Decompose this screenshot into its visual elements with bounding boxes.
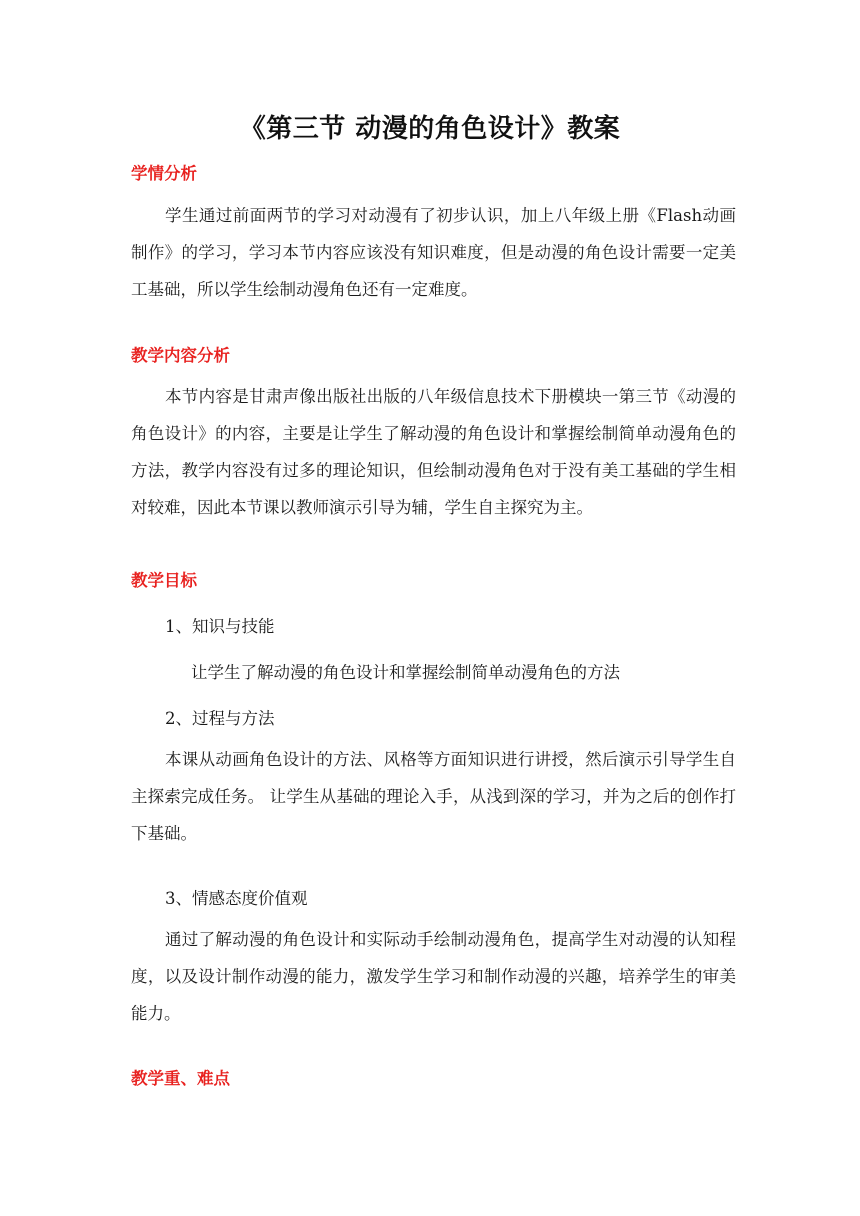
heading-teaching-objectives: 教学目标	[131, 571, 197, 590]
objective-content-process-methods: 本课从动画角色设计的方法、风格等方面知识进行讲授，然后演示引导学生自主探索完成任务。 让学生从基础的理论入手，从浅到深的学习，并为之后的创作打下基础。	[131, 750, 736, 843]
heading-content-analysis: 教学内容分析	[131, 346, 230, 365]
heading-learner-analysis: 学情分析	[131, 164, 197, 183]
paragraph-learner-analysis: 学生通过前面两节的学习对动漫有了初步认识，加上八年级上册《Flash动画制作》的学习，学习本节内容应该没有知识难度，但是动漫的角色设计需要一定美工基础，所以学生绘制动漫角色还有一定难度。	[131, 206, 736, 299]
objective-content-emotional-values: 通过了解动漫的角色设计和实际动手绘制动漫角色，提高学生对动漫的认知程度，以及设计制作动漫的能力，激发学生学习和制作动漫的兴趣，培养学生的审美能力。	[131, 930, 736, 1023]
paragraph-content-analysis: 本节内容是甘肃声像出版社出版的八年级信息技术下册模块一第三节《动漫的角色设计》的内容，主要是让学生了解动漫的角色设计和掌握绘制简单动漫角色的方法，教学内容没有过多的理论知识，但绘制动漫角色对于没有美工基础的学生相对较难，因此本节课以教师演示引导为辅，学生自主探究为主。	[131, 387, 736, 517]
objective-label-knowledge-skills: 1、知识与技能	[165, 617, 275, 636]
document-title: 《第三节 动漫的角色设计》教案	[239, 114, 621, 144]
heading-key-difficult-points: 教学重、难点	[131, 1069, 230, 1088]
objective-label-process-methods: 2、过程与方法	[165, 709, 275, 728]
objective-content-knowledge-skills: 让学生了解动漫的角色设计和掌握绘制简单动漫角色的方法	[191, 663, 620, 682]
objective-label-emotional-values: 3、情感态度价值观	[165, 889, 308, 908]
